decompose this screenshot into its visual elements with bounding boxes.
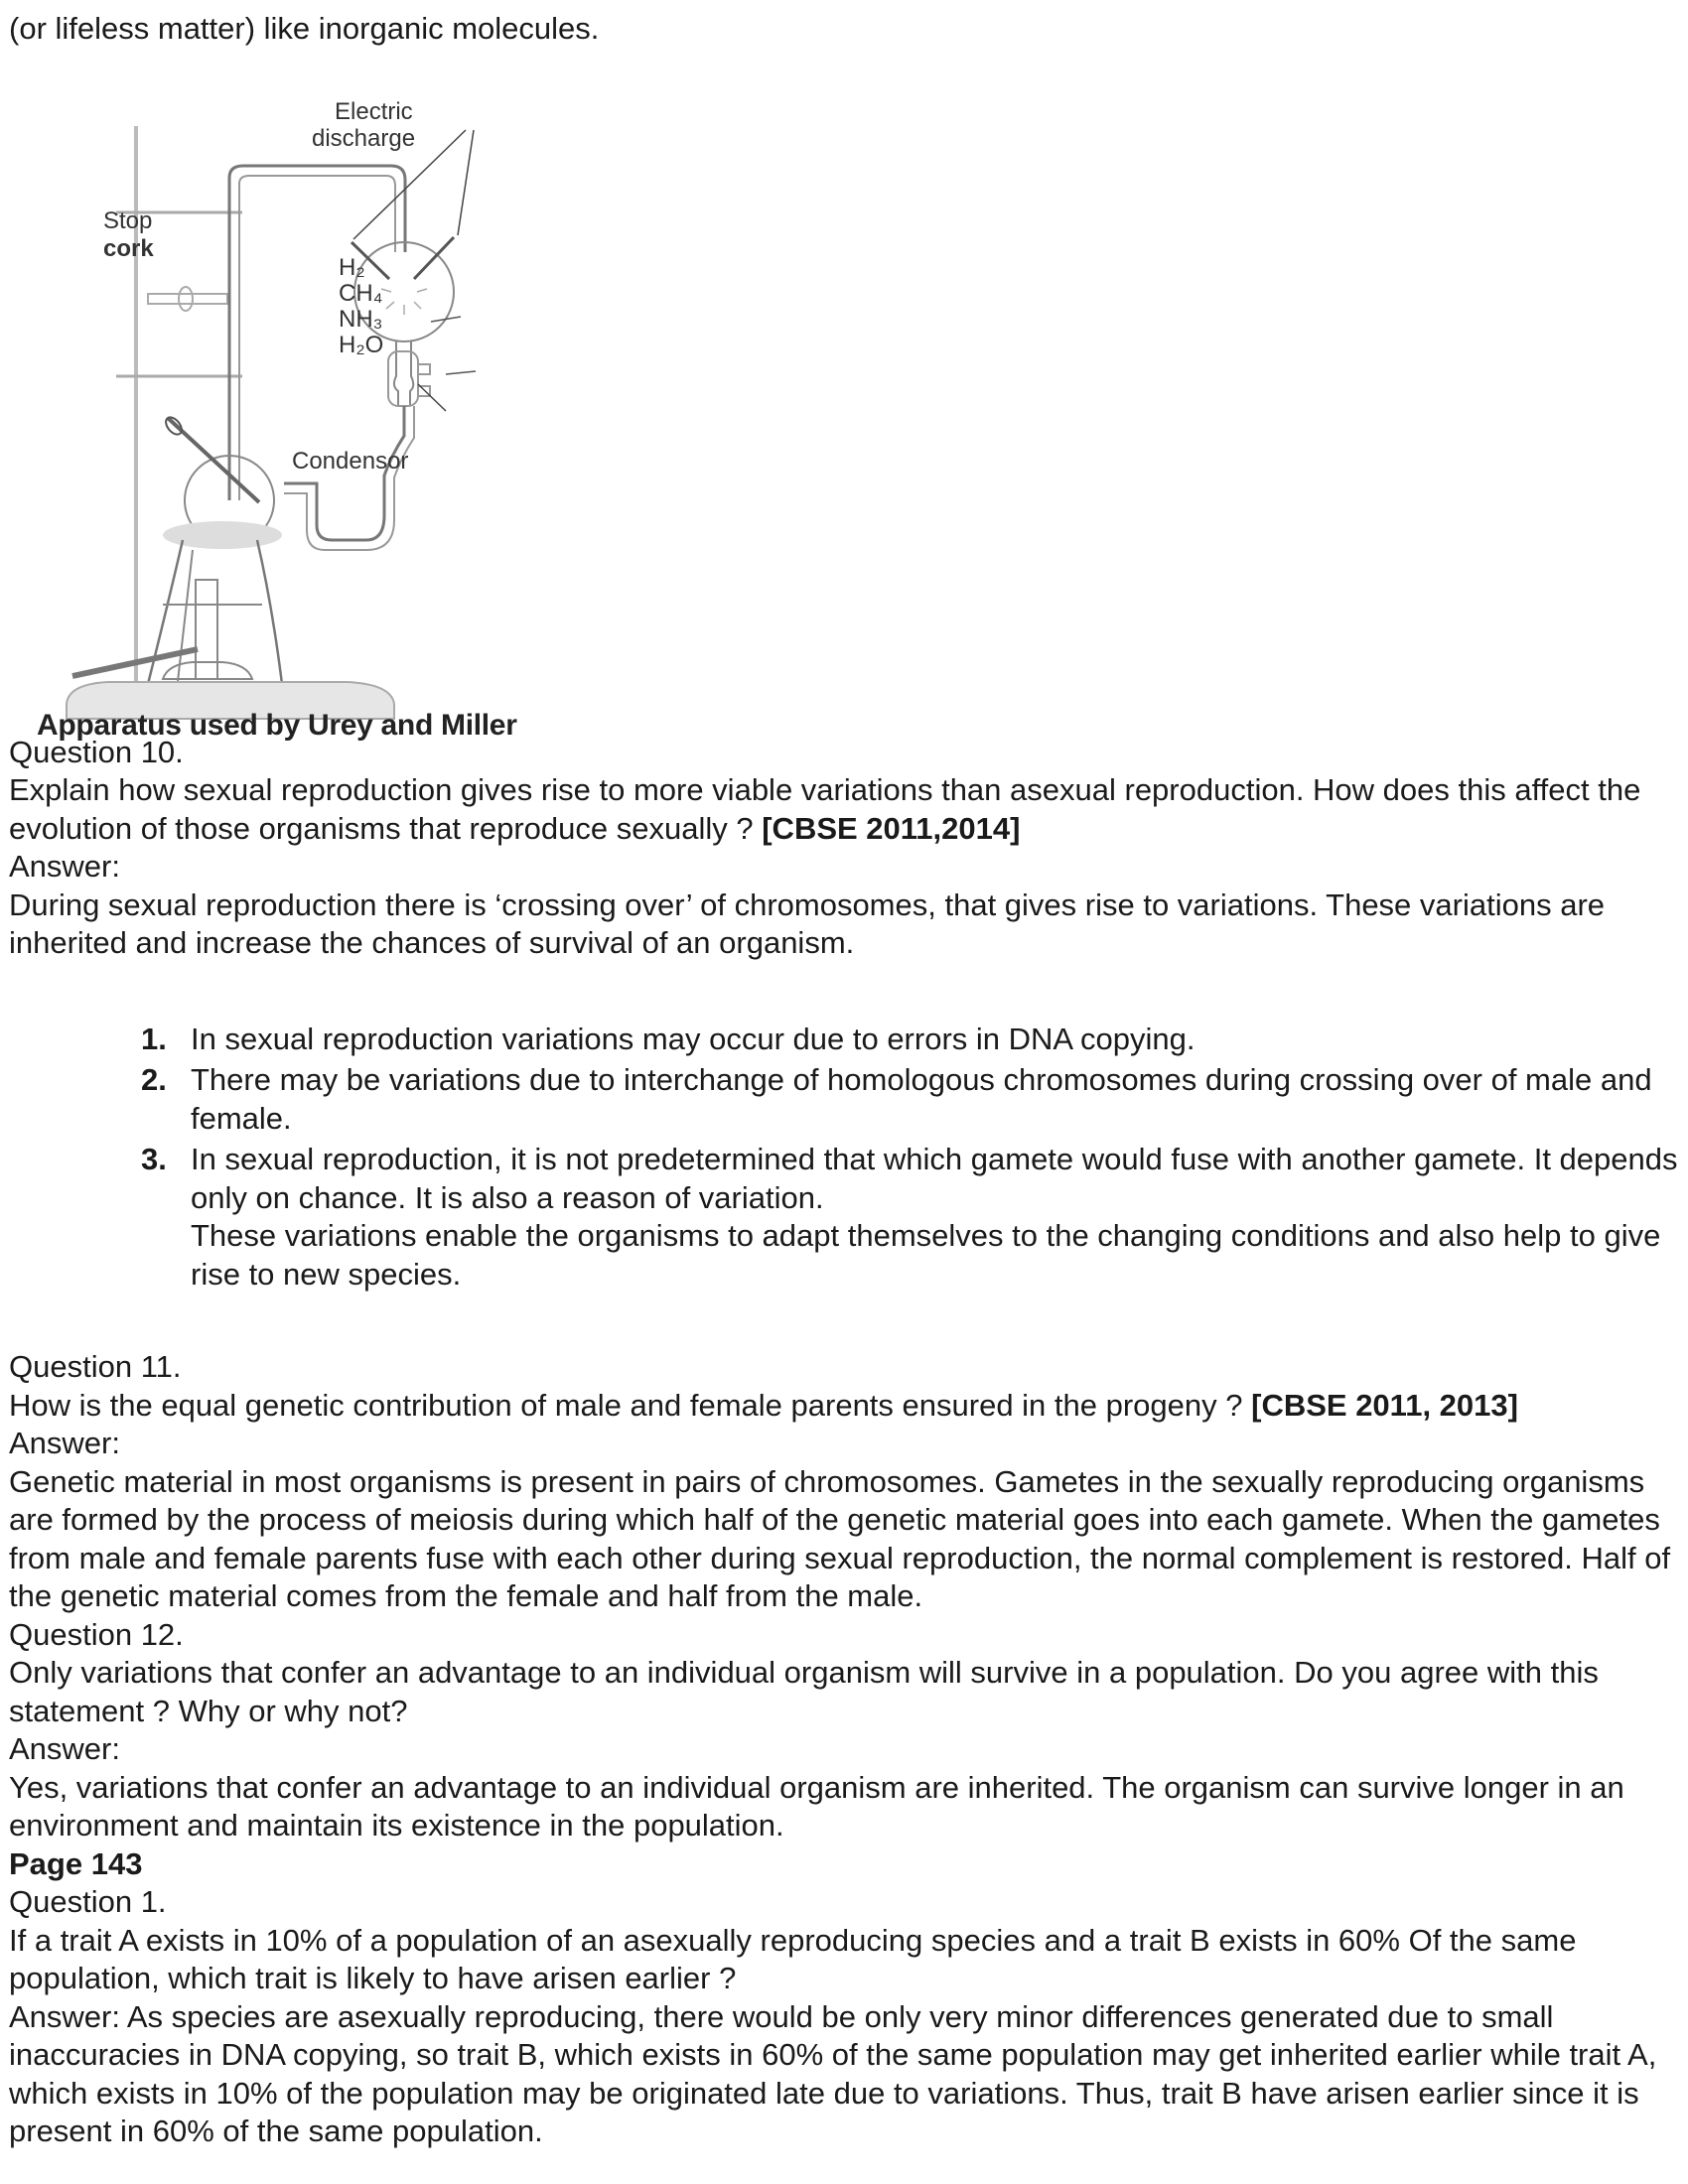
answer-label: Answer: [9,1426,120,1460]
list-item: 1. In sexual reproduction variations may occur due to errors in DNA copying. [141,1021,1196,1056]
intro-fragment: (or lifeless matter) like inorganic molecules. [9,11,600,46]
question-text: Only variations that confer an advantage to an individual organism will survive in a population. Do you agree with this statement ? Why or why not? [9,1655,1599,1728]
question-text: If a trait A exists in 10% of a population of an asexually reproducing species and a trait B exists in 60% Of the same population, which trait is likely to have arisen earlier ? [9,1922,1577,1995]
question-10 [9,734,1682,1349]
answer-text: Yes, variations that confer an advantage to an individual organism are inherited. The organism can survive longer in an environment and maintain its existence in the population. [9,1769,1624,1843]
label-discharge: discharge [312,124,416,152]
question-heading: Question 1. [9,1884,167,1919]
question-source: [CBSE 2011, 2013] [1251,1387,1518,1423]
label-condensor: Condensor [292,447,409,475]
label-nh3: NH₃ [339,305,383,333]
figure-caption: Apparatus used by Urey and Miller [37,708,517,742]
page-heading: Page 143 [9,1845,143,1881]
label-ch4: CH₄ [339,279,383,307]
label-electric: Electric [335,97,413,125]
question-text: Explain how sexual reproduction gives rise to more viable variations than asexual reproduction. How does this affect the evolution of those organisms that reproduce sexually ? [CBSE 2011,2014] [9,772,1641,846]
label-h2: H₂ [339,253,365,281]
list-item: 3. In sexual reproduction, it is not predetermined that which gamete would fuse with another gamete. It depends only on chance. It is also a reason of variation. These variations enable the organisms to adapt themselves to the changing conditions and also help to give rise to new species. [141,1142,1678,1292]
question-text: How is the equal genetic contribution of male and female parents ensured in the progeny ? [CBSE 2011, 2013] [9,1387,1518,1423]
answer-label: Answer: [9,849,120,884]
closing-note: These variations enable the organisms to adapt themselves to the changing conditions and also help to give rise to new species. [191,1218,1661,1292]
question-heading: Question 11. [9,1349,182,1384]
document-page [9,10,1682,2151]
question-heading: Question 10. [9,734,184,769]
label-h2o: H₂O [339,331,384,358]
list-item: 2. There may be variations due to interchange of homologous chromosomes during crossing over of male and female. [141,1062,1652,1136]
page-143-question-1 [9,1883,1682,2151]
answer-text: Answer: As species are asexually reproducing, there would be only very minor differences generated due to small inaccuracies in DNA copying, so trait B, which exists in 60% of the same population may get inherited earlier while trait A, which exists in 10% of the population may be originated late due to variations. Thus, trait B have arisen earlier since it is present in 60% of the same population. [9,1998,1657,2148]
answer-points-list [136,1021,1682,1295]
answer-text: During sexual reproduction there is ‘crossing over’ of chromosomes, that gives rise to variations. These variations are inherited and increase the chances of survival of an organism. [9,887,1606,960]
urey-miller-figure [9,49,605,742]
question-source: [CBSE 2011,2014] [762,810,1021,846]
answer-label: Answer: [9,1731,120,1766]
question-heading: Question 12. [9,1616,184,1652]
apparatus-diagram [9,49,605,734]
answer-text: Genetic material in most organisms is present in pairs of chromosomes. Gametes in the sexually reproducing organisms are formed by the process of meiosis during which half of the genetic material goes into each gamete. When the gametes from male and female parents fuse with each other during sexual reproduction, the normal complement is restored. Half of the genetic material comes from the female and half from the male. [9,1463,1671,1613]
label-cork: cork [103,234,154,262]
label-stop: Stop [103,206,153,234]
question-12 [9,1616,1682,1845]
question-11 [9,1348,1682,1616]
